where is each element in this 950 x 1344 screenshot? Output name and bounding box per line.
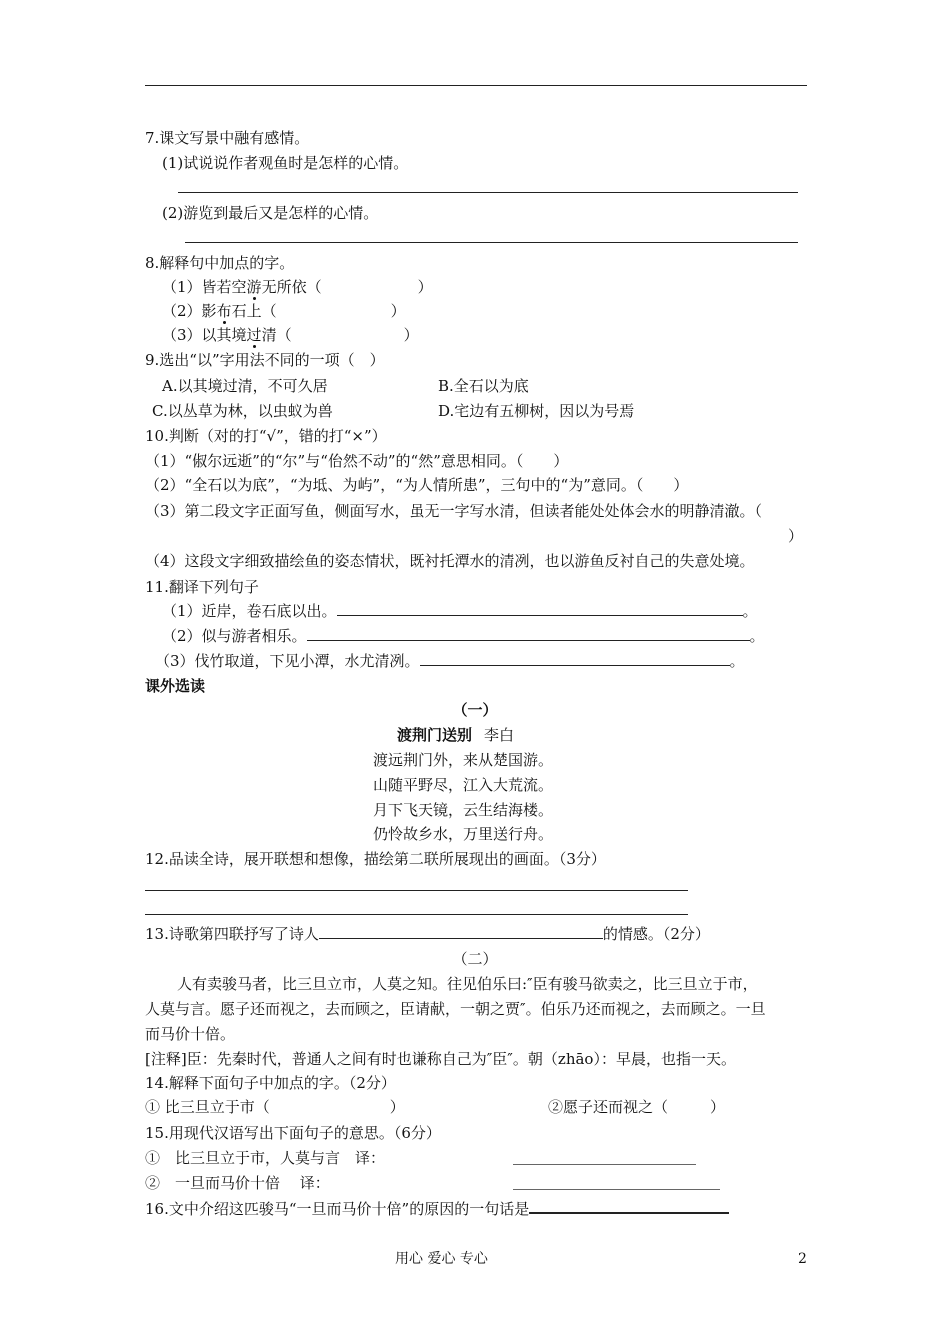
q8-item3 [162, 325, 419, 345]
q15-item-b-blank[interactable] [513, 1189, 720, 1190]
q16-blank[interactable] [529, 1198, 729, 1214]
q11-title: 11.翻译下列句子 [145, 578, 259, 596]
q8-title: 8.解释句中加点的字。 [145, 254, 295, 272]
q10-item1[interactable]: （1）“俶尔远逝”的“尔”与“佁然不动”的“然”意思相同。（ ） [145, 452, 569, 470]
q13-pre: 13.诗歌第四联抒写了诗人 [145, 925, 319, 943]
q14-item-b-close: ） [710, 1098, 726, 1116]
q8-item2-pre: （2）影 [162, 302, 217, 320]
poem-author: 李白 [484, 726, 515, 744]
q14-item-b [548, 1097, 725, 1117]
poem-line-1: 渡远荆门外，来从楚国游。 [373, 751, 554, 769]
q13-post: 的情感。（2分） [602, 925, 710, 943]
q10-item4[interactable]: （4）这段文字细致描绘鱼的姿态情状，既衬托潭水的清冽，也以游鱼反衬自己的失意处境。 [145, 552, 755, 570]
footer-slogan: 用心 爱心 专心 [395, 1251, 488, 1267]
extra-reading-heading: 课外选读 [145, 677, 206, 695]
q11-item2-blank[interactable] [307, 626, 750, 641]
poem-line-2: 山随平野尽，江入大荒流。 [373, 776, 554, 794]
q14-item-a-text: ① 比三旦立于市（ [145, 1098, 270, 1116]
q14-title: 14.解释下面句子中加点的字。（2分） [145, 1074, 396, 1092]
q7-answer-line-1[interactable] [178, 192, 798, 193]
part2-para-line-1: 人有卖骏马者，比三旦立市，人莫之知。往见伯乐曰:″臣有骏马欲卖之，比三旦立于市， [177, 975, 758, 993]
q11-item3-text: （3）伐竹取道，下见小潭，水尤清冽。 [155, 652, 420, 670]
q10-item3-close: ） [788, 527, 804, 545]
part2-para-line-2: 人莫与言。愿子还而视之，去而顾之，臣请献，一朝之贾″。伯乐乃还而视之，去而顾之。一旦 [145, 1000, 766, 1018]
q9-option-a[interactable]: A.以其境过清，不可久居 [162, 377, 328, 395]
q14-item-a [145, 1097, 405, 1117]
q15-title: 15.用现代汉语写出下面句子的意思。（6分） [145, 1124, 441, 1142]
q8-item3-pre: （3）以其境 [162, 326, 247, 344]
q8-dotted-char: 游 [246, 278, 262, 296]
q11-item1-blank[interactable] [337, 601, 743, 616]
poem-line-4: 仍怜故乡水，万里送行舟。 [373, 825, 554, 843]
q11-item2-text: （2）似与游者相乐。 [162, 627, 307, 645]
q8-item1-post: 无所依（ [261, 278, 322, 296]
q9-option-b[interactable]: B.全石以为底 [438, 377, 529, 395]
poem-title: 渡荆门送别 [397, 726, 473, 744]
q15-item-a-blank[interactable] [513, 1164, 696, 1165]
poem-title-line [397, 725, 514, 745]
q12-answer-line-2[interactable] [145, 914, 688, 915]
q11-item1-end: 。 [742, 602, 758, 620]
q8-item3-post: 清（ [261, 326, 292, 344]
q11-item3-end: 。 [729, 652, 745, 670]
part2-annotation: [注释]臣：先秦时代，普通人之间有时也谦称自己为″臣″。朝（zhāo）：早晨，也指一天。 [145, 1050, 736, 1068]
q8-item2 [162, 301, 406, 321]
q8-item1 [162, 277, 433, 297]
q10-item3[interactable]: （3）第二段文字正面写鱼，侧面写水，虽无一字写水清，但读者能处处体会水的明静清澈。（ [145, 502, 763, 520]
q8-item1-close: ） [417, 278, 433, 296]
header-rule [145, 85, 807, 86]
q8-item2-post: 石上（ [231, 302, 277, 320]
q8-item2-close: ） [390, 302, 406, 320]
q11-item2 [162, 626, 765, 646]
q11-item3 [155, 651, 745, 671]
part2-para-line-3: 而马价十倍。 [145, 1025, 236, 1043]
q8-dotted-char: 过 [246, 326, 262, 344]
q15-item-a: ① 比三旦立于市，人莫与言 译： [145, 1149, 386, 1167]
q7-sub2: (2)游览到最后又是怎样的心情。 [162, 204, 379, 222]
q9-title: 9.选出“以”字用法不同的一项（ ） [145, 351, 385, 369]
q8-item3-close: ） [403, 326, 419, 344]
q7-answer-line-2[interactable] [185, 242, 798, 243]
q15-item-b: ② 一旦而马价十倍 译： [145, 1174, 330, 1192]
q8-item1-pre: （1）皆若空 [162, 278, 247, 296]
q13-line [145, 924, 710, 944]
q14-item-b-text: ②愿子还而视之（ [548, 1098, 669, 1116]
q7-title: 7.课文写景中融有感情。 [145, 129, 310, 147]
q13-blank[interactable] [319, 924, 603, 939]
q8-dotted-char: 布 [216, 302, 232, 320]
q9-option-d[interactable]: D.宅边有五柳树，因以为号焉 [438, 402, 635, 420]
q12-title: 12.品读全诗，展开联想和想像，描绘第二联所展现出的画面。（3分） [145, 850, 606, 868]
q12-answer-line-1[interactable] [145, 890, 688, 891]
q9-option-c[interactable]: C.以丛草为林，以虫蚁为兽 [152, 402, 333, 420]
q16-text: 16.文中介绍这匹骏马“一旦而马价十倍”的原因的一句话是 [145, 1200, 530, 1218]
q11-item1-text: （1）近岸，卷石底以出。 [162, 602, 337, 620]
q11-item3-blank[interactable] [420, 651, 730, 666]
q11-item1 [162, 601, 758, 621]
page-number: 2 [798, 1251, 807, 1267]
q10-title: 10.判断（对的打“√”，错的打“×”） [145, 427, 387, 445]
poem-line-3: 月下飞天镜，云生结海楼。 [373, 801, 554, 819]
part1-heading: （一） [452, 701, 498, 719]
part2-heading: （二） [452, 950, 498, 968]
q10-item2[interactable]: （2）“全石以为底”，“为坻、为屿”，“为人情所患”，三句中的“为”意同。（ ） [145, 476, 689, 494]
q14-item-a-close: ） [389, 1098, 405, 1116]
q7-sub1: (1)试说说作者观鱼时是怎样的心情。 [162, 154, 409, 172]
q11-item2-end: 。 [749, 627, 765, 645]
q16-line [145, 1198, 729, 1219]
